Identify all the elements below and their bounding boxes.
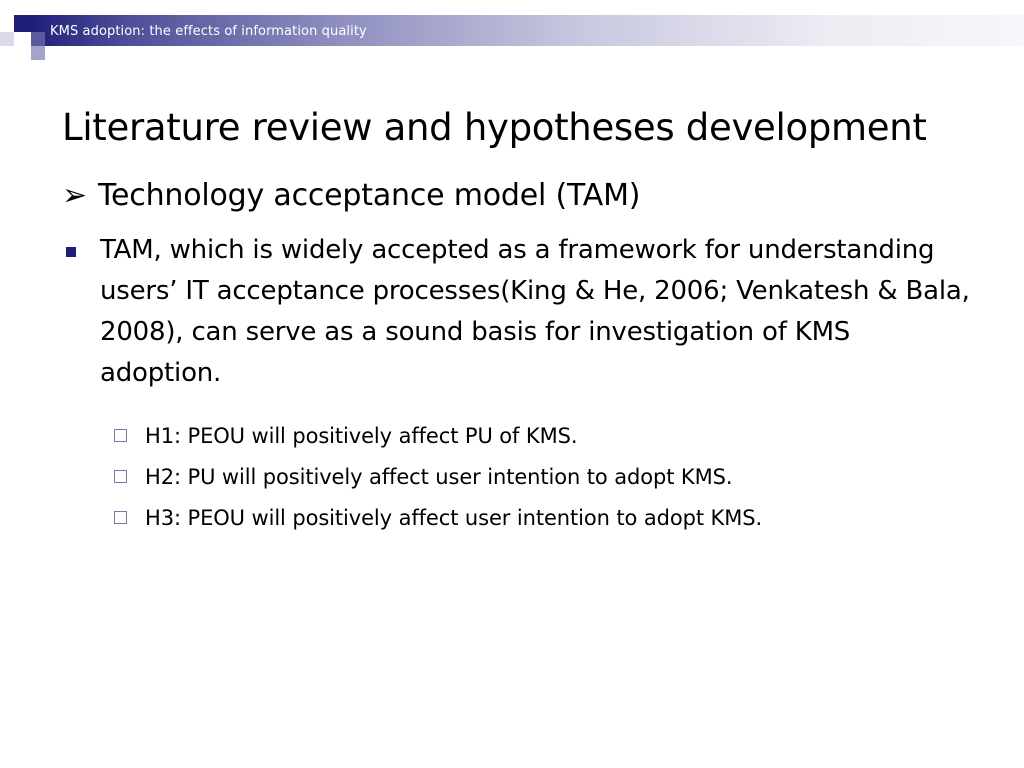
hollow-square-bullet-icon xyxy=(114,470,127,483)
decor-square xyxy=(0,32,14,46)
square-bullet-icon xyxy=(66,247,76,257)
decor-square xyxy=(14,15,31,32)
hollow-square-bullet-icon xyxy=(114,429,127,442)
hollow-square-bullet-icon xyxy=(114,511,127,524)
hypothesis-text: H2: PU will positively affect user intention to adopt KMS. xyxy=(145,464,733,489)
decor-square xyxy=(31,46,45,60)
decor-square xyxy=(31,32,45,46)
list-item xyxy=(114,415,762,456)
decor-square xyxy=(14,32,31,46)
list-item xyxy=(114,497,762,538)
slide-title: Literature review and hypotheses development xyxy=(62,106,927,149)
section-heading-text: Technology acceptance model (TAM) xyxy=(98,178,641,213)
bullet-item xyxy=(62,230,972,394)
header-text: KMS adoption: the effects of information quality xyxy=(50,24,367,39)
list-item xyxy=(114,456,762,497)
arrow-bullet-icon: ➢ xyxy=(62,177,87,213)
hypothesis-text: H3: PEOU will positively affect user intention to adopt KMS. xyxy=(145,505,763,530)
section-heading xyxy=(62,178,640,213)
hypotheses-list xyxy=(114,415,762,538)
bullet-text: TAM, which is widely accepted as a framework for understanding users’ IT acceptance processes(King & He, 2006; Venkatesh & Bala, 2008), can serve as a sound basis for investigation of KMS adoption. xyxy=(100,235,970,388)
hypothesis-text: H1: PEOU will positively affect PU of KMS. xyxy=(145,423,578,448)
